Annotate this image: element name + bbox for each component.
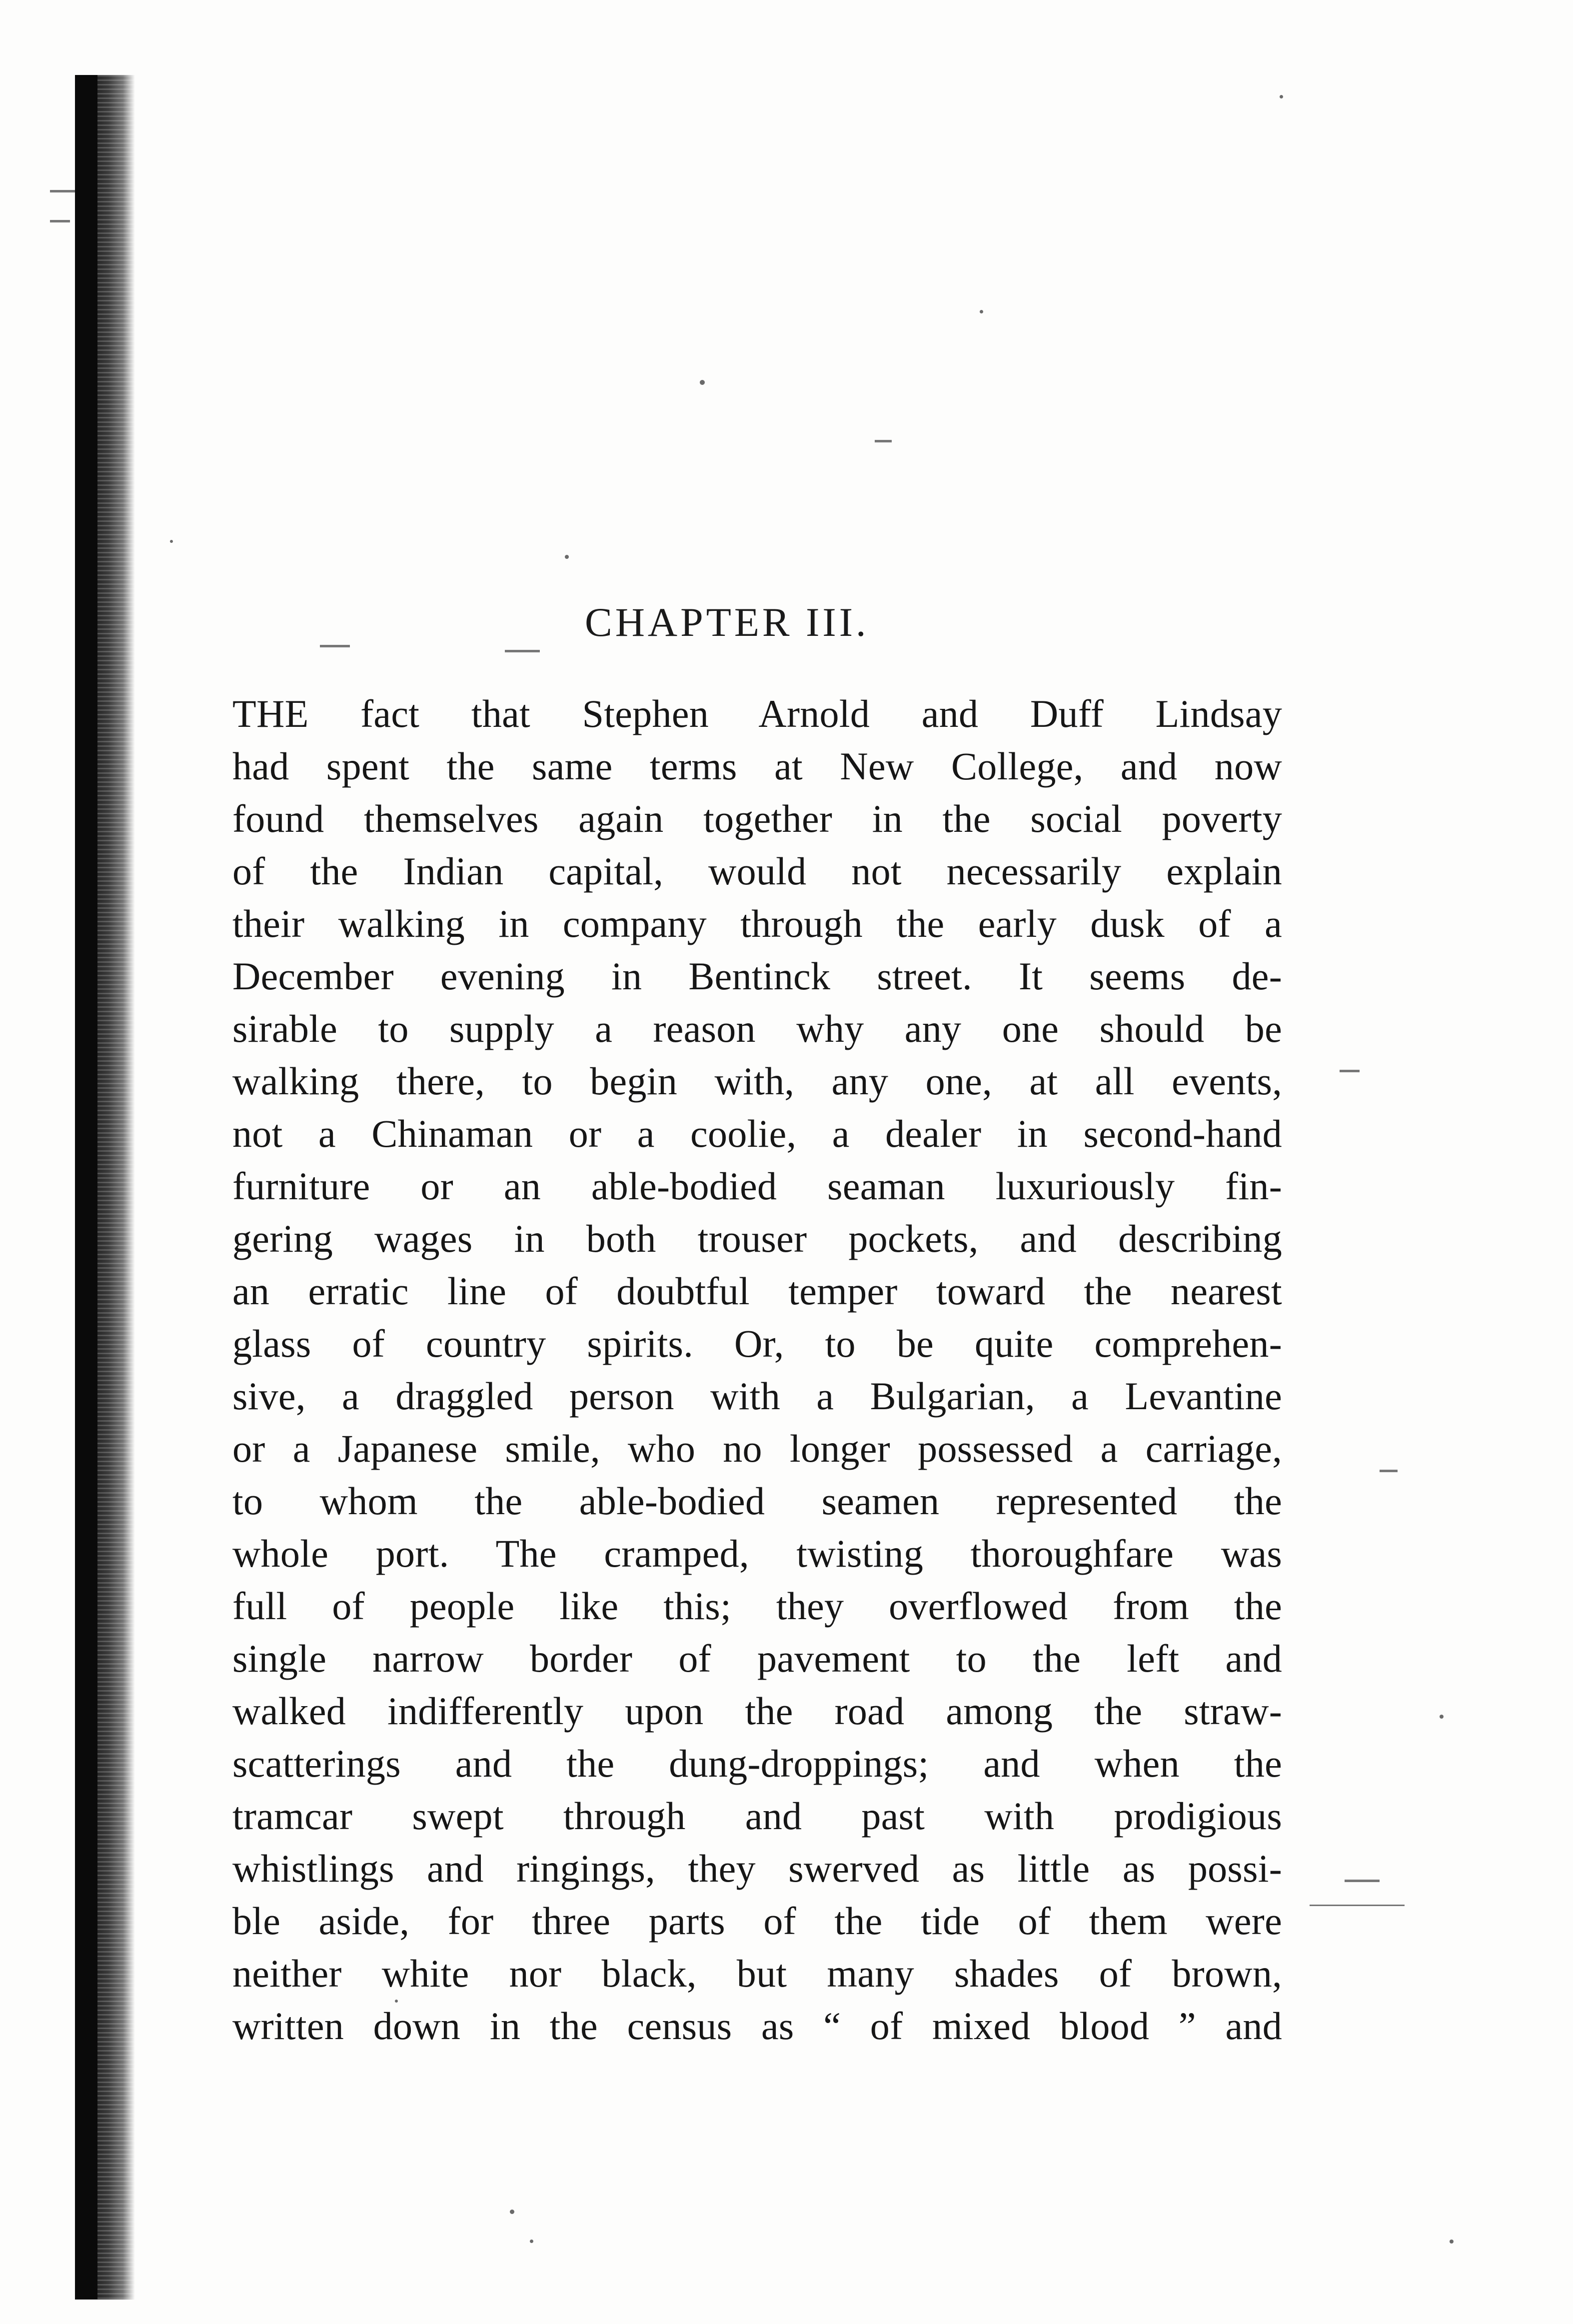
- scan-mark: [50, 220, 70, 222]
- text-line: whistlings and ringings, they swerved as little as possi-: [232, 1847, 1282, 1890]
- text-line: to whom the able-bodied seamen represented the: [232, 1479, 1282, 1523]
- text-line: walking there, to begin with, any one, at all events,: [232, 1059, 1282, 1103]
- scan-mark: [875, 440, 892, 442]
- scan-mark: [505, 650, 540, 652]
- text-line: ble aside, for three parts of the tide of them were: [232, 1899, 1282, 1943]
- text-line: tramcar swept through and past with prodigious: [232, 1794, 1282, 1838]
- text-line: not a Chinaman or a coolie, a dealer in second-hand: [232, 1112, 1282, 1155]
- scan-speck: [980, 310, 983, 313]
- text-line: neither white nor black, but many shades of brown,: [232, 1952, 1282, 1995]
- text-line: gering wages in both trouser pockets, and describing: [232, 1217, 1282, 1260]
- text-line: found themselves again together in the social poverty: [232, 797, 1282, 840]
- text-line: sirable to supply a reason why any one should be: [232, 1007, 1282, 1050]
- scan-mark: [50, 190, 75, 192]
- scan-mark: [1310, 1905, 1405, 1906]
- scan-mark: [1340, 1070, 1360, 1072]
- text-line: their walking in company through the early dusk of a: [232, 902, 1282, 945]
- text-line: or a Japanese smile, who no longer possessed a carriage,: [232, 1427, 1282, 1470]
- text-line: THE fact that Stephen Arnold and Duff Lindsay: [232, 692, 1282, 735]
- text-line: furniture or an able-bodied seaman luxuriously fin-: [232, 1164, 1282, 1208]
- body-text: [232, 687, 1282, 2052]
- scan-speck: [170, 540, 173, 543]
- scan-mark: [320, 645, 350, 647]
- scan-speck: [530, 2240, 533, 2243]
- scan-mark: [1345, 1880, 1380, 1882]
- text-line: full of people like this; they overflowed from the: [232, 1584, 1282, 1628]
- scan-speck: [700, 380, 705, 385]
- text-line: whole port. The cramped, twisting thoroughfare was: [232, 1532, 1282, 1575]
- scan-speck: [510, 2210, 514, 2214]
- scan-speck: [1450, 2240, 1454, 2244]
- scan-mark: [1380, 1470, 1398, 1472]
- text-line: written down in the census as “ of mixed blood ” and: [232, 2004, 1282, 2048]
- text-line: an erratic line of doubtful temper toward the nearest: [232, 1269, 1282, 1313]
- text-line: sive, a draggled person with a Bulgarian, a Levantine: [232, 1374, 1282, 1418]
- text-line: glass of country spirits. Or, to be quite comprehen-: [232, 1322, 1282, 1365]
- scan-speck: [1280, 95, 1283, 98]
- text-line: of the Indian capital, would not necessarily explain: [232, 849, 1282, 893]
- chapter-heading: CHAPTER III.: [585, 599, 869, 645]
- text-line: walked indifferently upon the road among the straw-: [232, 1689, 1282, 1733]
- text-line: had spent the same terms at New College, and now: [232, 744, 1282, 788]
- scan-speck: [565, 555, 569, 559]
- text-line: single narrow border of pavement to the left and: [232, 1637, 1282, 1680]
- book-binding-edge: [75, 75, 97, 2300]
- text-line: scatterings and the dung-droppings; and when the: [232, 1742, 1282, 1785]
- text-line: December evening in Bentinck street. It seems de-: [232, 954, 1282, 998]
- scan-speck: [1440, 1715, 1444, 1719]
